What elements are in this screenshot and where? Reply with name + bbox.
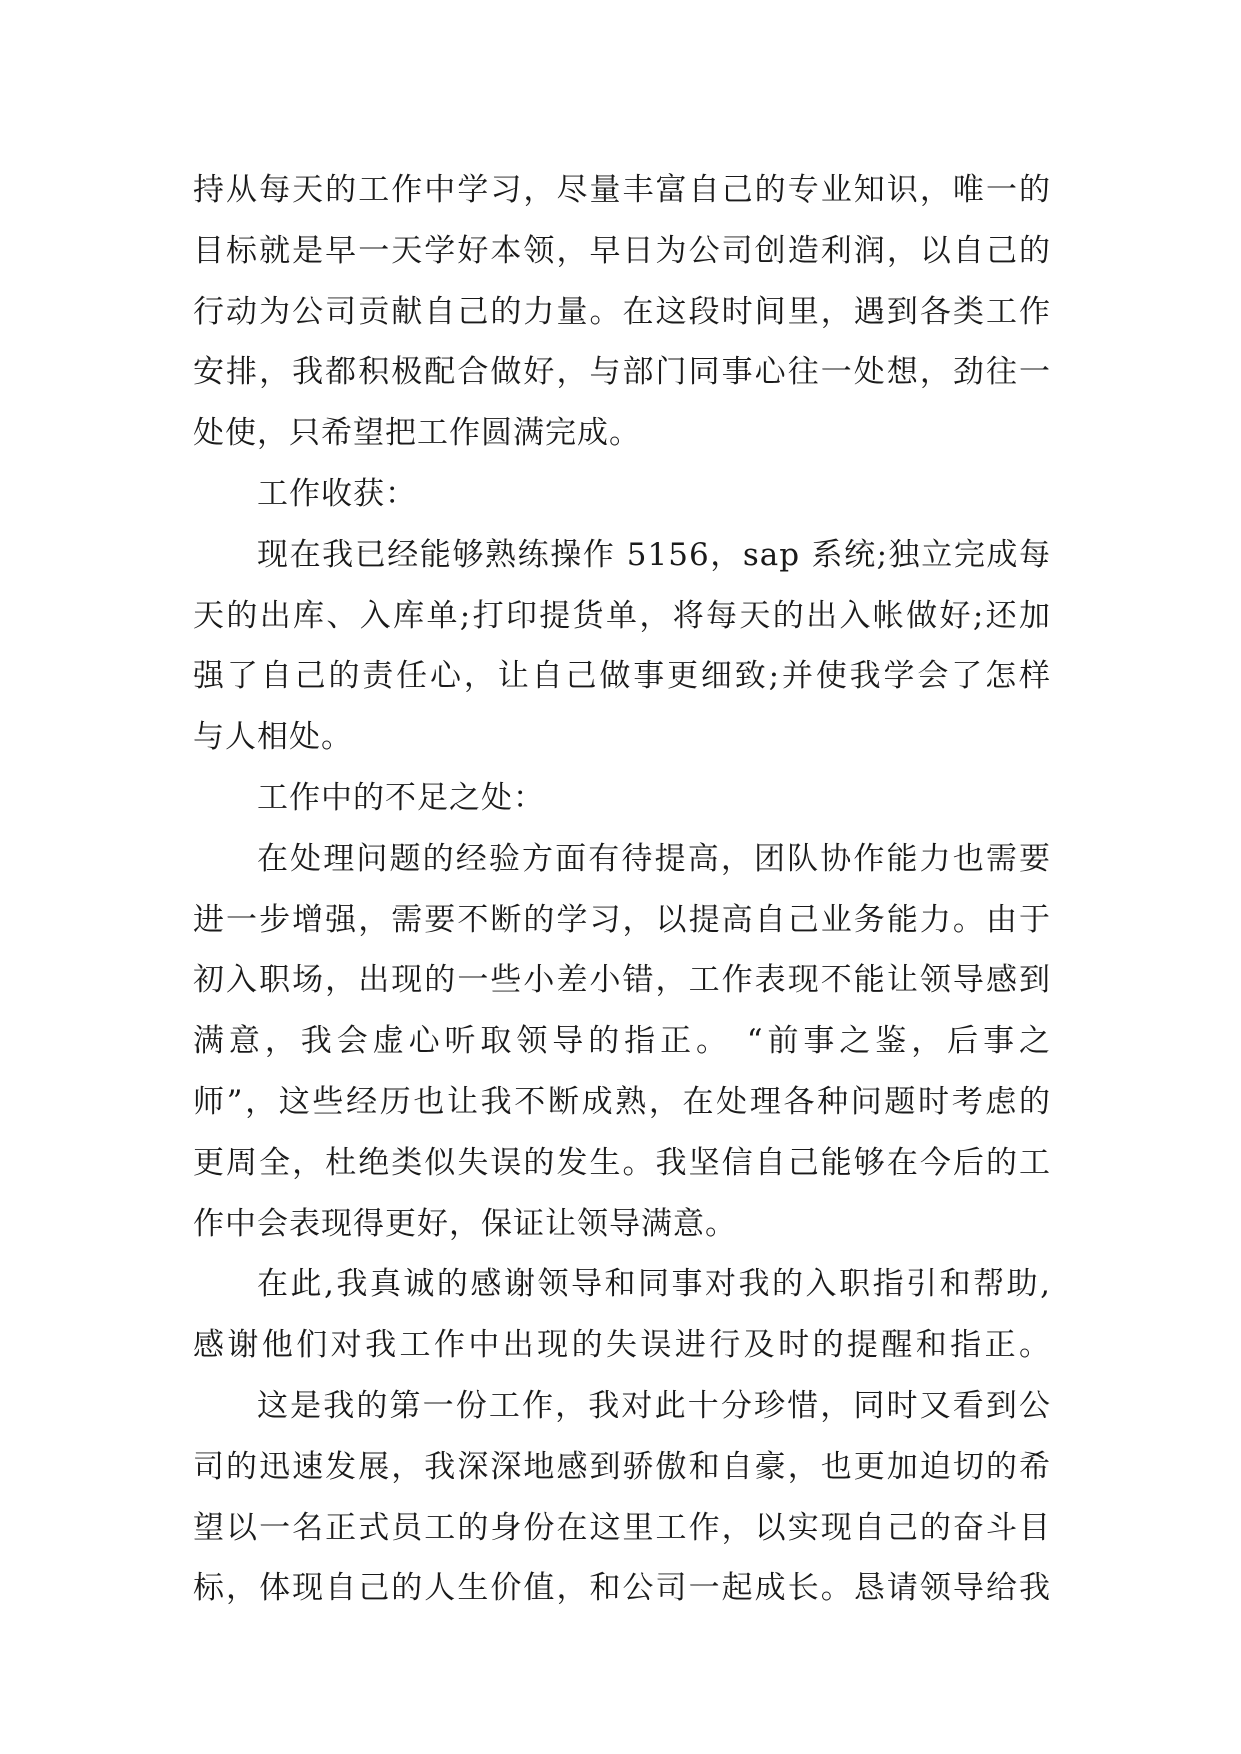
- text-line: 这是我的第一份工作，我对此十分珍惜，同时又看到公: [257, 1387, 1051, 1424]
- text-line: 望以一名正式员工的身份在这里工作，以实现自己的奋斗目: [193, 1509, 1051, 1546]
- text-line: 行动为公司贡献自己的力量。在这段时间里，遇到各类工作: [193, 293, 1051, 330]
- text-line: 在此,我真诚的感谢领导和同事对我的入职指引和帮助,: [257, 1266, 1051, 1303]
- text-line: 处使，只希望把工作圆满完成。: [193, 415, 641, 452]
- text-line: 师”，这些经历也让我不断成熟，在处理各种问题时考虑的: [193, 1083, 1051, 1120]
- section-heading: 工作收获：: [257, 475, 417, 512]
- text-line: 初入职场，出现的一些小差小错，工作表现不能让领导感到: [193, 962, 1051, 999]
- body-text: [193, 160, 1051, 1619]
- text-line: 在处理问题的经验方面有待提高，团队协作能力也需要: [257, 840, 1051, 877]
- text-line: 与人相处。: [193, 719, 353, 756]
- text-line: 目标就是早一天学好本领，早日为公司创造利润，以自己的: [193, 232, 1051, 269]
- text-line: 天的出库、入库单;打印提货单，将每天的出入帐做好;还加: [193, 597, 1051, 634]
- text-line: 现在我已经能够熟练操作 5156，sap 系统;独立完成每: [257, 536, 1051, 573]
- text-line: 更周全，杜绝类似失误的发生。我坚信自己能够在今后的工: [193, 1144, 1051, 1181]
- text-line: 满意，我会虚心听取领导的指正。 “前事之鉴，后事之: [193, 1023, 1051, 1060]
- text-line: 强了自己的责任心，让自己做事更细致;并使我学会了怎样: [193, 658, 1051, 695]
- text-line: 司的迅速发展，我深深地感到骄傲和自豪，也更加迫切的希: [193, 1448, 1051, 1485]
- text-line: 作中会表现得更好，保证让领导满意。: [193, 1205, 737, 1242]
- text-line: 标，体现自己的人生价值，和公司一起成长。恳请领导给我: [193, 1570, 1051, 1607]
- text-line: 进一步增强，需要不断的学习，以提高自己业务能力。由于: [193, 901, 1051, 938]
- text-line: 感谢他们对我工作中出现的失误进行及时的提醒和指正。: [193, 1327, 1051, 1364]
- text-line: 安排，我都积极配合做好，与部门同事心往一处想，劲往一: [193, 354, 1051, 391]
- section-heading: 工作中的不足之处：: [257, 779, 545, 816]
- text-line: 持从每天的工作中学习，尽量丰富自己的专业知识，唯一的: [193, 172, 1051, 208]
